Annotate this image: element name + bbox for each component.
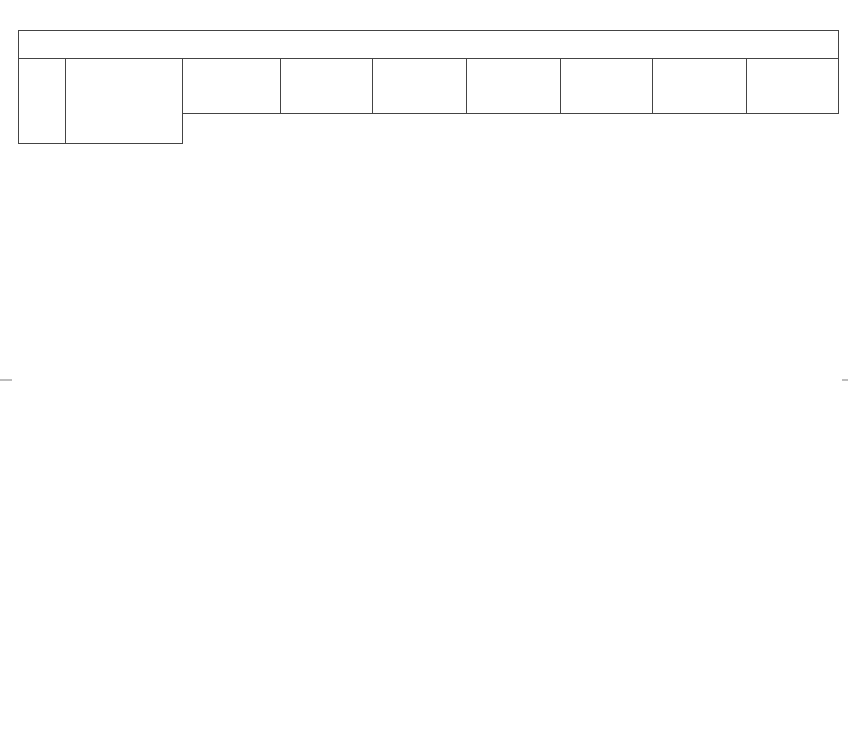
header-gk [373,59,467,114]
margin-mark-right [842,379,848,381]
margin-mark-left [0,379,12,381]
header-technical [561,59,653,114]
table-caption [19,31,839,59]
header-cadre [66,59,183,144]
header-marathi [183,59,281,114]
header-intellectual [467,59,561,114]
header-time [747,59,839,114]
exam-pattern-table-top [18,30,839,144]
header-serial [19,59,66,144]
header-english [281,59,373,114]
header-total [653,59,747,114]
